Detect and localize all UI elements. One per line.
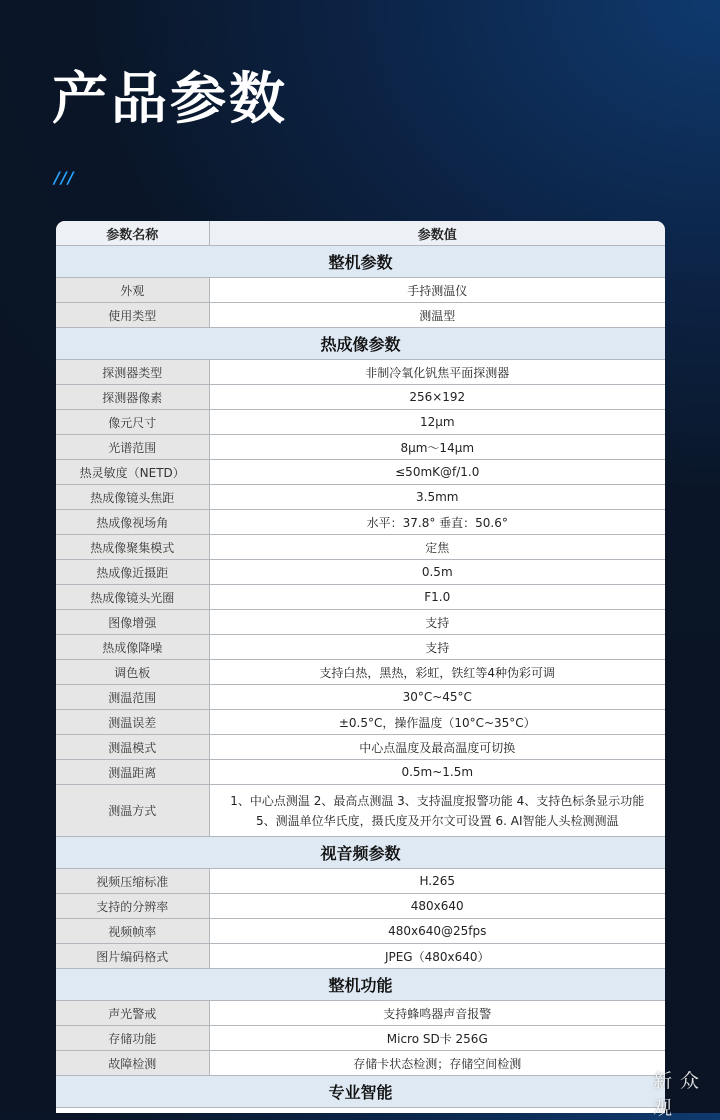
watermark-logo: 新 众观: [653, 1070, 701, 1119]
param-name: 声光警戒: [56, 1001, 209, 1026]
value-line: 5、测温单位华氏度，摄氏度及开尔文可设置 6. AI智能人头检测测温: [256, 813, 619, 828]
param-name: 热成像近摄距: [56, 560, 209, 585]
param-name: 图像增强: [56, 610, 209, 635]
table-row: [56, 710, 665, 735]
table-row: [56, 278, 665, 303]
section-header-thermal: [56, 328, 665, 360]
section-title: 整机功能: [56, 969, 665, 1001]
param-name: 探测器像素: [56, 385, 209, 410]
param-name: 调色板: [56, 660, 209, 685]
table-row: [56, 460, 665, 485]
title-decoration: ///: [54, 168, 75, 187]
param-name: 热成像镜头光圈: [56, 585, 209, 610]
param-value: 水平：37.8° 垂直：50.6°: [209, 510, 665, 535]
param-value: 12μm: [209, 410, 665, 435]
value-line: 1、中心点测温 2、最高点测温 3、支持温度报警功能 4、支持色标条显示功能: [230, 793, 645, 808]
spec-table-card: [56, 221, 665, 1113]
param-value: F1.0: [209, 585, 665, 610]
param-value: 支持蜂鸣器声音报警: [209, 1001, 665, 1026]
param-value: ≤50mK@f/1.0: [209, 460, 665, 485]
param-name: 视频压缩标准: [56, 869, 209, 894]
section-header-av: [56, 837, 665, 869]
spec-table: [56, 221, 665, 1108]
param-name: 像元尺寸: [56, 410, 209, 435]
table-row: [56, 1026, 665, 1051]
table-row: [56, 560, 665, 585]
param-name: 热成像聚集模式: [56, 535, 209, 560]
param-name: 测温模式: [56, 735, 209, 760]
param-value: 支持白热，黑热，彩虹，铁红等4种伪彩可调: [209, 660, 665, 685]
param-name: 探测器类型: [56, 360, 209, 385]
param-value: 0.5m~1.5m: [209, 760, 665, 785]
table-row: [56, 785, 665, 837]
section-header-smart: [56, 1076, 665, 1108]
table-row: [56, 435, 665, 460]
param-name: 视频帧率: [56, 919, 209, 944]
table-row: [56, 535, 665, 560]
param-value: H.265: [209, 869, 665, 894]
param-name: 图片编码格式: [56, 944, 209, 969]
table-row: [56, 635, 665, 660]
param-name: 测温距离: [56, 760, 209, 785]
table-row: [56, 735, 665, 760]
page-title: 产品参数: [52, 67, 288, 132]
table-row: [56, 685, 665, 710]
param-value: ±0.5°C，操作温度（10°C~35°C）: [209, 710, 665, 735]
param-value: 480x640: [209, 894, 665, 919]
param-value: [209, 785, 665, 837]
table-row: [56, 1001, 665, 1026]
table-row: [56, 944, 665, 969]
section-header-functions: [56, 969, 665, 1001]
section-title: 视音频参数: [56, 837, 665, 869]
param-value: 480x640@25fps: [209, 919, 665, 944]
param-name: 热成像视场角: [56, 510, 209, 535]
table-row: [56, 1051, 665, 1076]
param-name: 存储功能: [56, 1026, 209, 1051]
param-value: 3.5mm: [209, 485, 665, 510]
param-value: 中心点温度及最高温度可切换: [209, 735, 665, 760]
table-row: [56, 869, 665, 894]
table-row: [56, 360, 665, 385]
section-title: 整机参数: [56, 246, 665, 278]
param-value: 测温型: [209, 303, 665, 328]
table-row: [56, 660, 665, 685]
table-row: [56, 919, 665, 944]
param-name: 支持的分辨率: [56, 894, 209, 919]
param-value: Micro SD卡 256G: [209, 1026, 665, 1051]
param-value: 0.5m: [209, 560, 665, 585]
param-name: 光谱范围: [56, 435, 209, 460]
param-name: 故障检测: [56, 1051, 209, 1076]
table-row: [56, 410, 665, 435]
table-row: [56, 510, 665, 535]
table-row: [56, 894, 665, 919]
param-value: 支持: [209, 635, 665, 660]
param-value: 手持测温仪: [209, 278, 665, 303]
section-title: 专业智能: [56, 1076, 665, 1108]
column-header-value: 参数值: [209, 221, 665, 246]
param-name: 热成像降噪: [56, 635, 209, 660]
table-row: [56, 303, 665, 328]
param-name: 热灵敏度（NETD）: [56, 460, 209, 485]
table-row: [56, 760, 665, 785]
param-value: 256×192: [209, 385, 665, 410]
param-name: 外观: [56, 278, 209, 303]
param-value: 8μm～14μm: [209, 435, 665, 460]
param-name: 使用类型: [56, 303, 209, 328]
param-name: 测温方式: [56, 785, 209, 837]
table-row: [56, 585, 665, 610]
section-title: 热成像参数: [56, 328, 665, 360]
table-row: [56, 385, 665, 410]
param-value: 非制冷氧化钒焦平面探测器: [209, 360, 665, 385]
table-row: [56, 610, 665, 635]
table-row: [56, 485, 665, 510]
param-value: JPEG（480x640）: [209, 944, 665, 969]
column-header-name: 参数名称: [56, 221, 209, 246]
param-name: 热成像镜头焦距: [56, 485, 209, 510]
param-value: 存储卡状态检测；存储空间检测: [209, 1051, 665, 1076]
param-value: 30°C~45°C: [209, 685, 665, 710]
param-value: 定焦: [209, 535, 665, 560]
table-header-row: [56, 221, 665, 246]
param-name: 测温误差: [56, 710, 209, 735]
param-value: 支持: [209, 610, 665, 635]
section-header-machine: [56, 246, 665, 278]
param-name: 测温范围: [56, 685, 209, 710]
